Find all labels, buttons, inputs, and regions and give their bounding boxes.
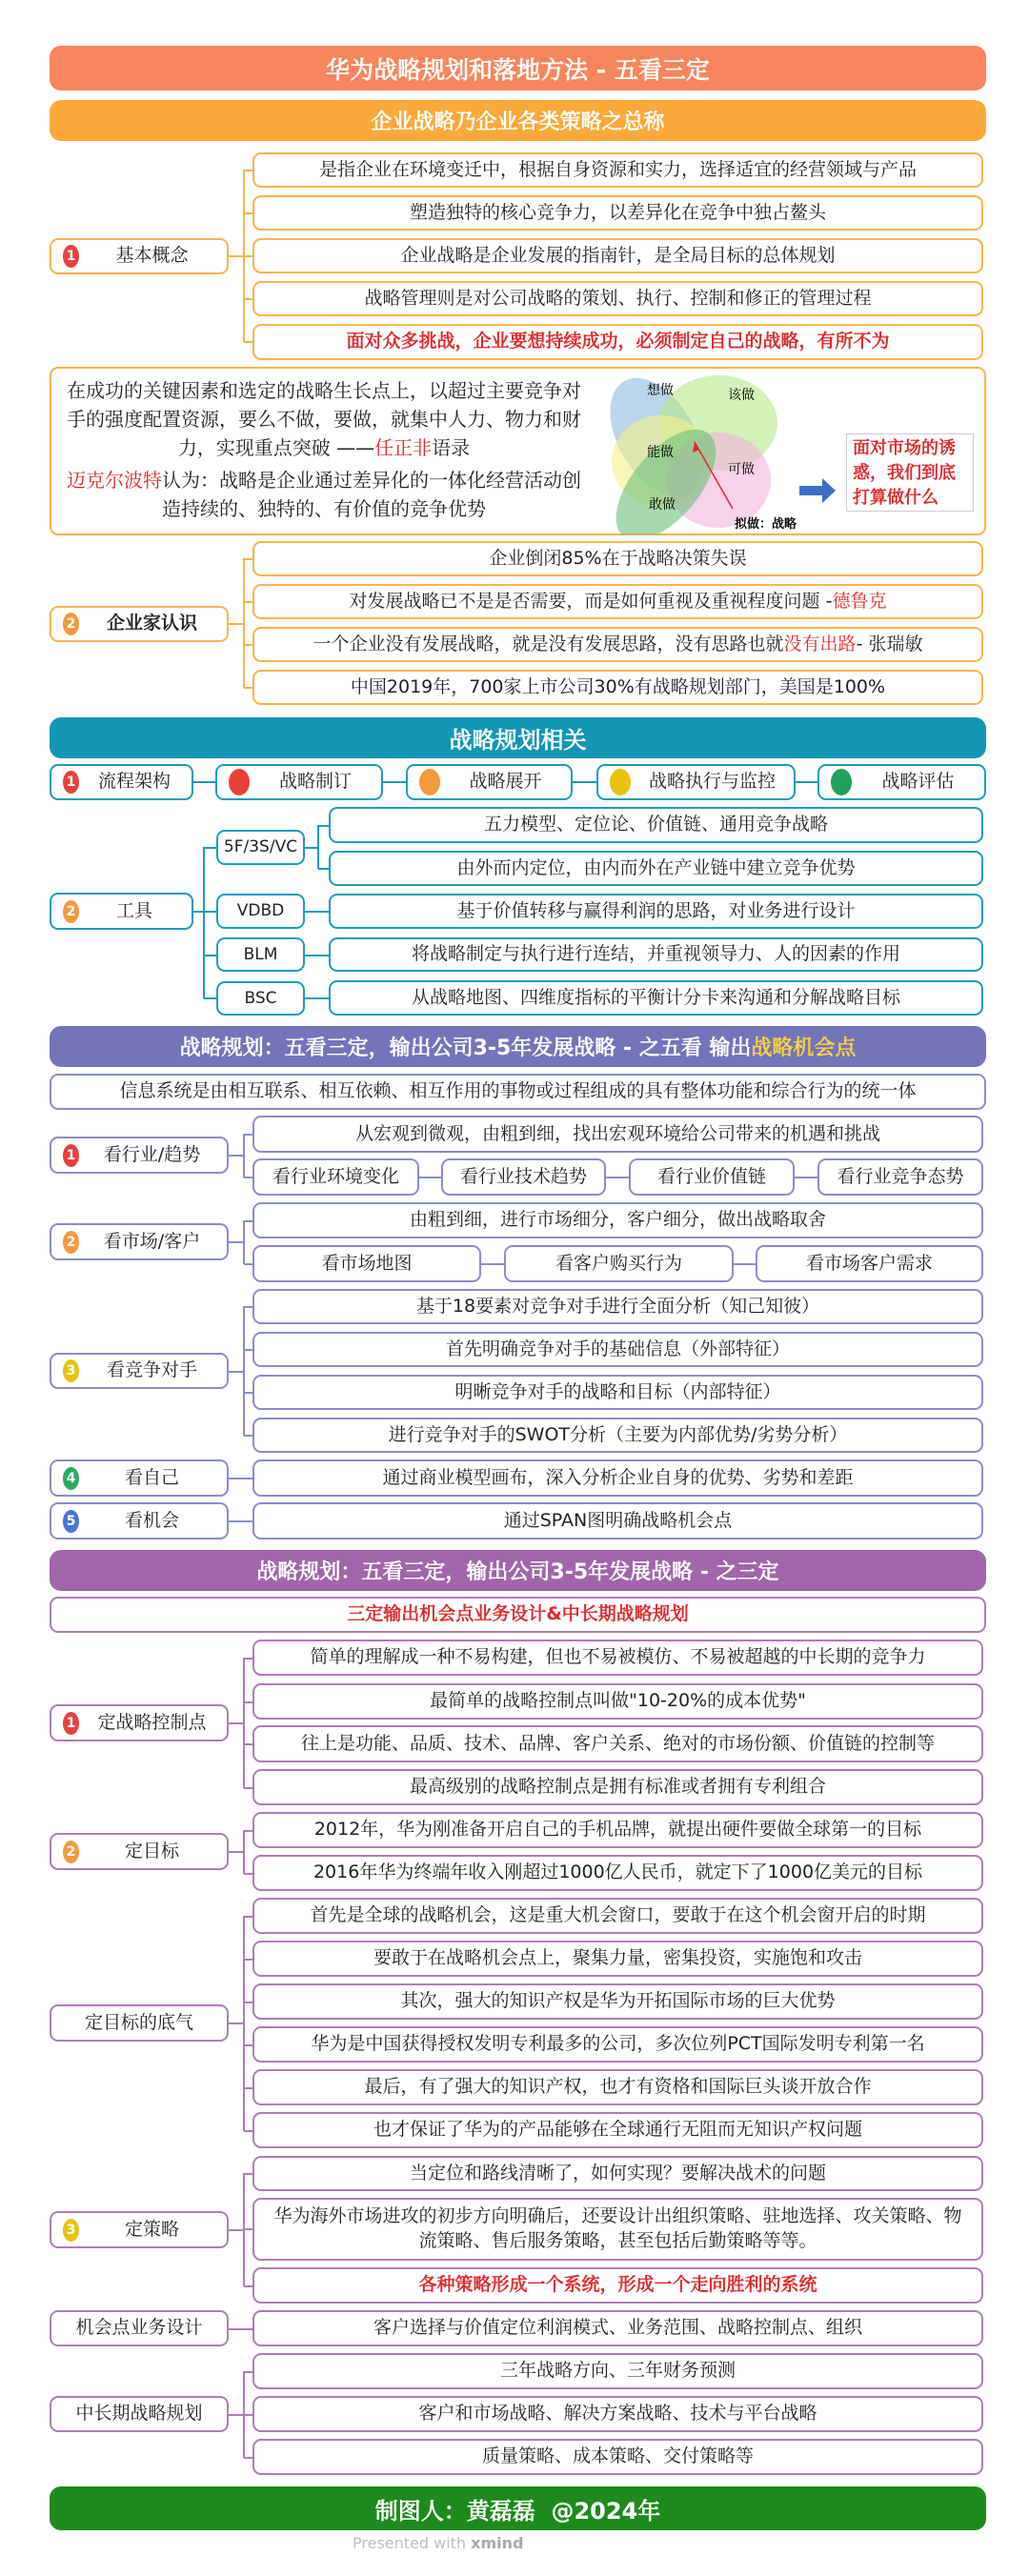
number-2-icon: 2 — [63, 1231, 79, 1254]
control-item[interactable]: 简单的理解成一种不易构建，但也不易被模仿、不易被超越的中长期的竞争力 — [252, 1640, 983, 1676]
connector-line — [229, 1241, 244, 1243]
xmind-watermark — [353, 2534, 523, 2552]
yellow-dot-icon — [610, 769, 631, 795]
five-looks-header — [50, 1026, 986, 1067]
competitor-item[interactable]: 基于18要素对竞争对手进行全面分析（知己知彼） — [252, 1289, 983, 1324]
topic-label: 定战略控制点 — [97, 1711, 207, 1733]
concept-item[interactable]: 企业战略是企业发展的指南针，是全局目标的总体规划 — [252, 238, 983, 273]
three-defs-header: 战略规划：五看三定，输出公司3-5年发展战略 - 之三定 — [50, 1550, 986, 1591]
connector-line — [193, 911, 204, 913]
connector-line — [204, 997, 216, 999]
topic-industry[interactable] — [50, 1137, 229, 1174]
venn-label: 敢做 — [649, 497, 676, 513]
market-sub[interactable]: 看市场客户需求 — [756, 1245, 983, 1282]
tool-vdbd[interactable]: VDBD — [216, 894, 305, 929]
process-step-evaluate[interactable] — [817, 764, 986, 800]
tool-item[interactable]: 由外而内定位，由内而外在产业链中建立竞争优势 — [329, 851, 983, 886]
arrow-right-icon — [799, 478, 837, 503]
entrepreneur-item[interactable] — [252, 627, 983, 662]
topic-basic-concept[interactable] — [50, 238, 229, 274]
long-term-item[interactable]: 客户和市场战略、解决方案战略、技术与平台战略 — [252, 2396, 983, 2432]
industry-sub[interactable]: 看行业技术趋势 — [441, 1158, 606, 1196]
connector-line — [305, 911, 329, 913]
connector-line — [229, 1520, 252, 1522]
competitor-item[interactable]: 进行竞争对手的SWOT分析（主要为内部优势/劣势分析） — [252, 1418, 983, 1453]
topic-entrepreneur[interactable] — [50, 606, 229, 642]
venn-label: 拟做：战略 — [735, 517, 797, 532]
ren-quote — [59, 376, 589, 462]
step-label: 战略制订 — [278, 771, 352, 793]
topic-label: 看机会 — [124, 1509, 179, 1531]
author-footer: 制图人：黄磊磊 @2024年 — [50, 2486, 986, 2530]
basis-item[interactable]: 华为是中国获得授权发明专利最多的公司，多次位列PCT国际发明专利第一名 — [252, 2026, 983, 2063]
connector-line — [204, 955, 216, 956]
entrepreneur-item[interactable] — [252, 584, 983, 619]
number-1-icon: 1 — [63, 1712, 79, 1735]
number-2-icon: 2 — [63, 900, 79, 923]
connector-line — [229, 2414, 244, 2416]
orange-dot-icon — [419, 769, 440, 795]
quote-text: 在成功的关键因素和选定的战略生长点上，以超过主要竞争对手的强度配置资源，要么不做，要做，就集中人力、物力和财力，实现重点突破 —— — [67, 379, 581, 459]
topic-tools[interactable] — [50, 893, 193, 930]
connector-line — [203, 847, 205, 998]
concept-item[interactable]: 是指企业在环境变迁中，根据自身资源和实力，选择适宜的经营领域与产品 — [252, 152, 983, 188]
header-highlight: 战略机会点 — [751, 1036, 857, 1060]
number-2-icon: 2 — [63, 613, 79, 635]
main-title: 华为战略规划和落地方法 - 五看三定 — [50, 46, 986, 91]
number-2-icon: 2 — [63, 1841, 79, 1863]
topic-label: 定目标 — [124, 1840, 179, 1862]
porter-quote — [59, 466, 589, 523]
concept-item[interactable]: 战略管理则是对公司战略的策划、执行、控制和修正的管理过程 — [252, 281, 983, 316]
concept-item[interactable]: 塑造独特的核心竞争力，以差异化在竞争中独占鳌头 — [252, 195, 983, 231]
quote-text: 认为：战略是企业通过差异化的一体化经营活动创造持续的、独特的、有价值的竞争优势 — [162, 469, 581, 520]
topic-label: 定策略 — [124, 2218, 179, 2240]
connector-line — [229, 1371, 244, 1373]
topic-label: 看竞争对手 — [106, 1359, 197, 1381]
xmind-logo: xmind — [471, 2534, 524, 2552]
step-label: 战略展开 — [469, 771, 542, 793]
number-3-icon: 3 — [63, 1359, 79, 1382]
topic-label: 看行业/趋势 — [103, 1143, 201, 1165]
step-label: 战略评估 — [881, 771, 955, 793]
number-1-icon: 1 — [63, 1144, 79, 1167]
strategy-item[interactable]: 当定位和路线清晰了，如何实现？要解决战术的问题 — [252, 2156, 983, 2191]
quote-author: 任正非 — [374, 436, 433, 459]
topic-opportunity[interactable] — [50, 1502, 229, 1540]
topic-goal-basis[interactable]: 定目标的底气 — [50, 2004, 229, 2042]
entrepreneur-item[interactable]: 中国2019年，700家上市公司30%有战略规划部门，美国是100% — [252, 670, 983, 705]
item-text: 一个企业没有发展战略，就是没有发展思路，没有思路也就 — [313, 633, 784, 654]
topic-long-term[interactable]: 中长期战略规划 — [50, 2396, 229, 2432]
item-text: 对发展战略已不是是否需要，而是如何重视及重视程度问题 - — [349, 590, 833, 612]
red-dot-icon — [229, 769, 250, 795]
tool-blm[interactable]: BLM — [216, 937, 305, 972]
tool-item[interactable]: 五力模型、定位论、价值链、通用竞争战略 — [329, 807, 983, 843]
callout-box: 面对市场的诱惑，我们到底打算做什么 — [846, 433, 974, 512]
connector-line — [305, 997, 329, 999]
topic-label: 工具 — [115, 899, 152, 921]
industry-sub[interactable]: 看行业竞争态势 — [817, 1158, 983, 1196]
number-4-icon: 4 — [63, 1467, 79, 1490]
business-design-item[interactable]: 客户选择与价值定位利润模式、业务范围、战略控制点、组织 — [252, 2310, 983, 2346]
info-system-definition[interactable]: 信息系统是由相互联系、相互依赖、相互作用的事物或过程组成的具有整体功能和综合行为的统一体 — [50, 1074, 986, 1110]
market-item[interactable]: 由粗到细，进行市场细分，客户细分，做出战略取舍 — [252, 1202, 983, 1238]
topic-business-design[interactable]: 机会点业务设计 — [50, 2310, 229, 2346]
three-defs-subheader[interactable]: 三定输出机会点业务设计&中长期战略规划 — [50, 1597, 986, 1633]
watermark-text: Presented with — [353, 2534, 472, 2552]
industry-item[interactable]: 从宏观到微观，由粗到细，找出宏观环境给公司带来的机遇和挑战 — [252, 1116, 983, 1153]
topic-label: 基本概念 — [115, 245, 189, 267]
planning-header: 战略规划相关 — [50, 717, 986, 758]
topic-label: 流程架构 — [97, 771, 171, 793]
control-item[interactable]: 最简单的战略控制点叫做"10-20%的成本优势" — [252, 1683, 983, 1720]
strategy-item[interactable]: 华为海外市场进攻的初步方向明确后，还要设计出组织策略、驻地选择、攻关策略、物流策略、售后服务策略，甚至包括后勤策略等等。 — [252, 2198, 983, 2261]
connector-line — [229, 2023, 244, 2024]
goal-item[interactable]: 2012年，华为刚准备开启自己的手机品牌，就提出硬件要做全球第一的目标 — [252, 1812, 983, 1848]
market-sub[interactable]: 看客户购买行为 — [504, 1245, 734, 1282]
opportunity-item[interactable]: 通过SPAN图明确战略机会点 — [252, 1502, 983, 1540]
quote-suffix: 语录 — [432, 436, 471, 459]
tool-item[interactable]: 从战略地图、四维度指标的平衡计分卡来沟通和分解战略目标 — [329, 980, 983, 1016]
connector-line — [229, 1478, 252, 1479]
venn-label: 能做 — [647, 445, 674, 460]
industry-sub[interactable]: 看行业价值链 — [629, 1158, 795, 1196]
connector-line — [229, 2229, 244, 2231]
basis-item[interactable]: 其次，强大的知识产权是华为开拓国际市场的巨大优势 — [252, 1983, 983, 2020]
connector-line — [229, 255, 244, 257]
green-dot-icon — [831, 769, 852, 795]
tool-item[interactable]: 将战略制定与执行进行连结，并重视领导力、人的因素的作用 — [329, 937, 983, 972]
strategy-item-highlight[interactable]: 各种策略形成一个系统，形成一个走向胜利的系统 — [252, 2267, 983, 2304]
step-label: 战略执行与监控 — [648, 771, 776, 793]
connector-line — [204, 911, 216, 913]
connector-line — [204, 847, 216, 849]
long-term-item[interactable]: 质量策略、成本策略、交付策略等 — [252, 2439, 983, 2475]
connector-line — [229, 1851, 244, 1853]
venn-label: 该做 — [728, 388, 755, 403]
venn-label: 可做 — [728, 462, 755, 477]
basis-item[interactable]: 要敢于在战略机会点上，聚集力量，密集投资，实施饱和攻击 — [252, 1941, 983, 1977]
process-step-execute[interactable] — [596, 764, 796, 800]
topic-strategy[interactable] — [50, 2211, 229, 2248]
market-sub[interactable]: 看市场地图 — [252, 1245, 481, 1282]
competitor-item[interactable]: 明晰竞争对手的战略和目标（内部特征） — [252, 1375, 983, 1410]
connector-line — [318, 868, 329, 870]
topic-label: 看自己 — [124, 1466, 179, 1488]
venn-diagram — [590, 371, 847, 534]
quote-author: 迈克尔波特 — [67, 469, 162, 492]
connector-line — [318, 825, 329, 827]
industry-sub[interactable]: 看行业环境变化 — [252, 1158, 419, 1196]
connector-line — [305, 847, 318, 849]
competitor-item[interactable]: 首先明确竞争对手的基础信息（外部特征） — [252, 1332, 983, 1367]
tool-5f3svc[interactable]: 5F/3S/VC — [216, 830, 305, 865]
item-author: - 张瑞敏 — [856, 633, 923, 654]
concept-item-highlight[interactable]: 面对众多挑战，企业要想持续成功，必须制定自己的战略，有所不为 — [252, 324, 983, 360]
connector-line — [229, 1155, 244, 1157]
number-1-icon: 1 — [63, 245, 79, 268]
quote-panel[interactable] — [50, 367, 986, 535]
connector-line — [229, 1722, 244, 1724]
entrepreneur-item[interactable]: 企业倒闭85%在于战略决策失误 — [252, 541, 983, 576]
topic-competitor[interactable] — [50, 1353, 229, 1389]
long-term-item[interactable]: 三年战略方向、三年财务预测 — [252, 2353, 983, 2389]
topic-goal[interactable] — [50, 1833, 229, 1870]
process-step-formulate[interactable] — [215, 764, 383, 800]
number-5-icon: 5 — [63, 1510, 79, 1533]
tool-bsc[interactable]: BSC — [216, 981, 305, 1016]
topic-label: 企业家认识 — [106, 613, 197, 634]
item-highlight: 没有出路 — [783, 633, 857, 654]
tool-item[interactable]: 基于价值转移与赢得利润的思路，对业务进行设计 — [329, 894, 983, 929]
item-author: 德鲁克 — [832, 590, 887, 612]
process-step-deploy[interactable] — [406, 764, 573, 800]
basis-item[interactable]: 首先是全球的战略机会，这是重大机会窗口，要敢于在这个机会窗开启的时期 — [252, 1898, 983, 1934]
control-item[interactable]: 最高级别的战略控制点是拥有标准或者拥有专利组合 — [252, 1769, 983, 1805]
basis-item[interactable]: 最后，有了强大的知识产权，也才有资格和国际巨头谈开放合作 — [252, 2069, 983, 2105]
venn-label: 想做 — [647, 383, 674, 398]
connector-line — [229, 2328, 252, 2330]
topic-control-point[interactable] — [50, 1704, 229, 1741]
connector-line — [305, 955, 329, 956]
number-3-icon: 3 — [63, 2219, 79, 2242]
topic-market[interactable] — [50, 1223, 229, 1260]
topic-label: 看市场/客户 — [103, 1230, 201, 1252]
number-1-icon: 1 — [63, 771, 79, 794]
self-item[interactable]: 通过商业模型画布，深入分析企业自身的优势、劣势和差距 — [252, 1459, 983, 1497]
connector-line — [229, 623, 244, 625]
header-text: 战略规划：五看三定，输出公司3-5年发展战略 - 之五看 输出 — [179, 1036, 752, 1060]
basis-item[interactable]: 也才保证了华为的产品能够在全球通行无阻而无知识产权问题 — [252, 2112, 983, 2148]
topic-self[interactable] — [50, 1459, 229, 1497]
topic-process[interactable] — [50, 764, 193, 800]
subtitle-bar: 企业战略乃企业各类策略之总称 — [50, 100, 986, 141]
goal-item[interactable]: 2016年华为终端年收入刚超过1000亿人民币，就定下了1000亿美元的目标 — [252, 1855, 983, 1891]
control-item[interactable]: 往上是功能、品质、技术、品牌、客户关系、绝对的市场份额、价值链的控制等 — [252, 1725, 983, 1762]
